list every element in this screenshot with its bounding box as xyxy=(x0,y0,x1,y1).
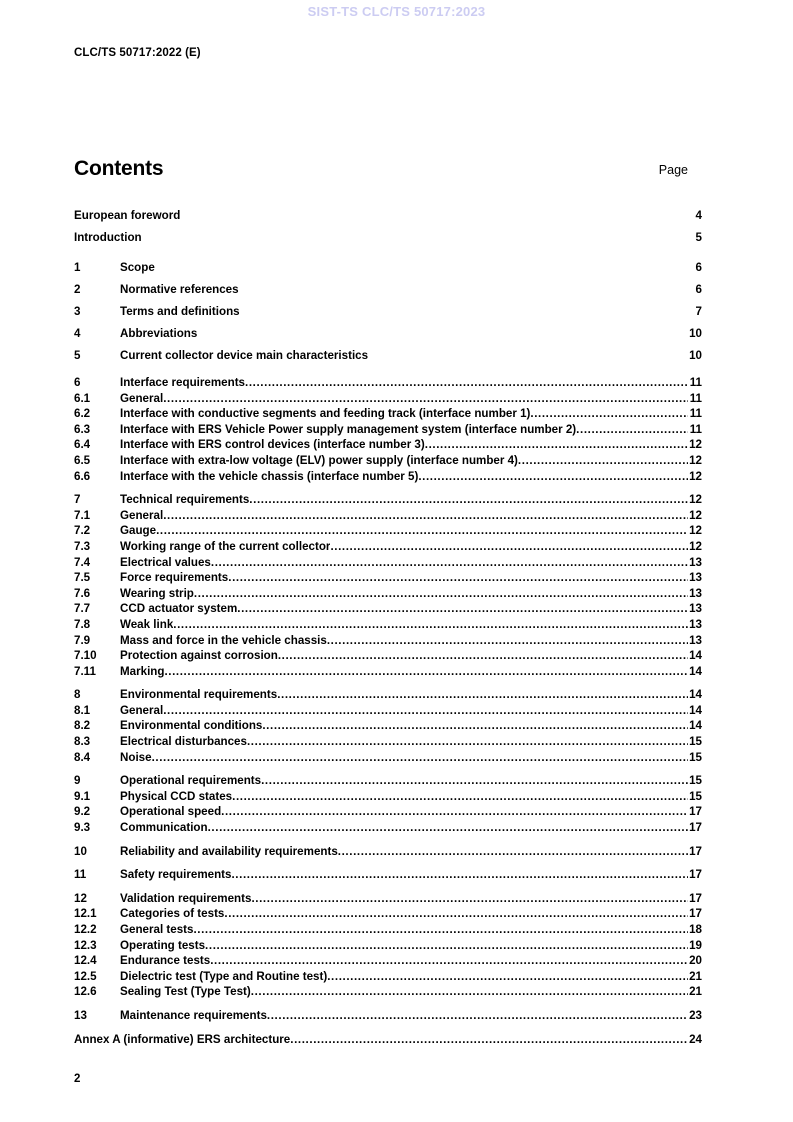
toc-entry-page-number: 20 xyxy=(689,954,702,968)
toc-leader-dots xyxy=(173,617,688,629)
toc-entry-number: 6.1 xyxy=(74,391,91,405)
toc-group xyxy=(74,1032,702,1048)
toc-entry[interactable] xyxy=(74,617,702,633)
toc-entry-page-number: 13 xyxy=(689,586,702,600)
toc-leader-dots xyxy=(152,750,688,762)
toc-entry-number: 7.7 xyxy=(74,602,91,616)
toc-entry-number: 6.4 xyxy=(74,438,91,452)
toc-entry-label: Abbreviations xyxy=(120,327,198,340)
toc-leader-dots xyxy=(164,664,688,676)
contents-header-row xyxy=(74,157,702,191)
toc-entry-number: 13 xyxy=(74,1008,87,1022)
toc-entry[interactable] xyxy=(74,804,702,820)
toc-leader-dots xyxy=(338,844,688,856)
toc-entry-page-number: 15 xyxy=(689,789,702,803)
toc-entry[interactable] xyxy=(74,750,702,766)
toc-entry-label: Electrical values xyxy=(120,555,211,569)
toc-leader-dots xyxy=(211,555,688,567)
toc-entry-label: Operating tests xyxy=(120,938,206,952)
toc-leader-dots xyxy=(228,570,688,582)
toc-leader-dots xyxy=(425,437,688,449)
toc-entry-label: Annex A (informative) ERS architecture xyxy=(74,1032,291,1046)
toc-entry-number: 9.3 xyxy=(74,821,91,835)
toc-entry[interactable] xyxy=(74,508,702,524)
toc-group xyxy=(74,891,702,1000)
toc-entry-number: 2 xyxy=(74,283,81,296)
toc-entry[interactable] xyxy=(74,867,702,883)
toc-entry-number: 7.1 xyxy=(74,508,91,522)
toc-entry-number: 12 xyxy=(74,891,87,905)
toc-entry[interactable] xyxy=(74,586,702,602)
toc-entry[interactable] xyxy=(74,492,702,508)
toc-entry-label: Interface with ERS Vehicle Power supply management system (interface number 2) xyxy=(120,422,577,436)
toc-entry-label: Maintenance requirements xyxy=(120,1008,267,1022)
toc-entry-label: Wearing strip xyxy=(120,586,194,600)
toc-leader-dots xyxy=(239,281,688,293)
toc-entry[interactable] xyxy=(74,953,702,969)
toc-leader-dots xyxy=(237,601,688,613)
toc-entry[interactable] xyxy=(74,437,702,453)
toc-leader-dots xyxy=(231,867,688,879)
toc-entry-label: General xyxy=(120,391,164,405)
toc-leader-dots xyxy=(156,523,688,535)
toc-entry[interactable] xyxy=(74,601,702,617)
toc-entry-label: Endurance tests xyxy=(120,954,211,968)
toc-leader-dots xyxy=(163,508,688,520)
toc-entry-page-number: 11 xyxy=(689,422,702,436)
toc-entry-page-number: 12 xyxy=(689,524,702,538)
toc-entry-label: Operational speed xyxy=(120,805,222,819)
toc-entry-number: 12.2 xyxy=(74,923,97,936)
toc-entry-page-number: 11 xyxy=(689,407,702,421)
toc-entry[interactable] xyxy=(74,984,702,1000)
toc-leader-dots xyxy=(518,453,688,465)
toc-entry[interactable] xyxy=(74,664,702,680)
toc-entry[interactable] xyxy=(74,938,702,954)
toc-entry-page-number: 12 xyxy=(689,508,702,522)
toc-entry-page-number: 6 xyxy=(695,283,702,296)
toc-entry-page-number: 12 xyxy=(689,539,702,553)
toc-leader-dots xyxy=(194,586,688,598)
toc-leader-dots xyxy=(221,804,688,816)
toc-entry-page-number: 21 xyxy=(689,985,702,999)
toc-leader-dots xyxy=(277,687,688,699)
toc-entry-label: Current collector device main characteristics xyxy=(120,349,369,362)
toc-entry-label: Interface with conductive segments and feeding track (interface number 1) xyxy=(120,407,531,421)
toc-entry[interactable] xyxy=(74,453,702,469)
page-column-label: Page xyxy=(658,163,688,177)
toc-entry-number: 10 xyxy=(74,844,87,858)
toc-leader-dots xyxy=(327,633,688,645)
toc-entry[interactable] xyxy=(74,570,702,586)
toc-entry-label: Gauge xyxy=(120,524,157,538)
page-title: Contents xyxy=(74,157,164,180)
toc-entry[interactable] xyxy=(74,345,702,367)
toc-entry-label: Dielectric test (Type and Routine test) xyxy=(120,969,328,983)
toc-entry-page-number: 17 xyxy=(689,805,702,819)
toc-leader-dots xyxy=(278,648,688,660)
toc-entry[interactable] xyxy=(74,789,702,805)
document-header-reference: CLC/TS 50717:2022 (E) xyxy=(74,47,201,59)
toc-entry-page-number: 12 xyxy=(689,469,702,483)
toc-entry-list xyxy=(74,205,702,1047)
toc-entry-number: 7.9 xyxy=(74,633,91,647)
toc-entry[interactable] xyxy=(74,301,702,323)
toc-entry-label: Electrical disturbances xyxy=(120,735,247,749)
toc-entry[interactable] xyxy=(74,539,702,555)
toc-entry-page-number: 24 xyxy=(689,1032,702,1046)
toc-entry-number: 12.6 xyxy=(74,985,97,999)
toc-entry[interactable] xyxy=(74,391,702,407)
toc-entry-label: CCD actuator system xyxy=(120,602,238,616)
toc-entry-number: 11 xyxy=(74,868,87,882)
toc-entry-label: European foreword xyxy=(74,209,181,222)
toc-entry-label: General xyxy=(120,508,164,522)
toc-entry-page-number: 17 xyxy=(689,844,702,858)
toc-entry[interactable] xyxy=(74,703,702,719)
toc-leader-dots xyxy=(163,391,688,403)
toc-entry-page-number: 13 xyxy=(689,555,702,569)
toc-entry-label: Categories of tests xyxy=(120,907,225,921)
toc-entry-label: Interface with extra-low voltage (ELV) power supply (interface number 4) xyxy=(120,453,518,467)
toc-entry-page-number: 13 xyxy=(689,633,702,647)
toc-entry-label: Protection against corrosion xyxy=(120,649,278,663)
toc-leader-dots xyxy=(197,325,688,337)
toc-entry-label: Operational requirements xyxy=(120,774,262,788)
toc-leader-dots xyxy=(418,469,688,481)
toc-entry-number: 3 xyxy=(74,305,81,318)
toc-entry-number: 7.8 xyxy=(74,617,91,631)
toc-leader-dots xyxy=(249,492,688,504)
toc-entry-page-number: 13 xyxy=(689,571,702,585)
toc-entry-page-number: 5 xyxy=(695,231,702,244)
toc-leader-dots xyxy=(576,422,688,434)
toc-entry-number: 9.2 xyxy=(74,805,91,819)
toc-entry-page-number: 13 xyxy=(689,602,702,616)
toc-entry-label: Safety requirements xyxy=(120,868,232,882)
toc-entry[interactable] xyxy=(74,422,702,438)
toc-entry[interactable] xyxy=(74,279,702,301)
toc-entry-label: Interface with the vehicle chassis (interface number 5) xyxy=(120,469,419,483)
toc-entry-page-number: 18 xyxy=(689,923,702,936)
toc-entry-label: Mass and force in the vehicle chassis xyxy=(120,633,327,647)
toc-entry-label: Environmental requirements xyxy=(120,688,278,702)
toc-leader-dots xyxy=(205,938,688,950)
toc-entry-page-number: 12 xyxy=(689,453,702,467)
toc-entry-label: Sealing Test (Type Test) xyxy=(120,985,251,999)
toc-entry[interactable] xyxy=(74,1032,702,1048)
toc-entry-label: Physical CCD states xyxy=(120,789,233,803)
toc-entry[interactable] xyxy=(74,906,702,922)
toc-group xyxy=(74,257,702,367)
toc-entry-label: Environmental conditions xyxy=(120,719,263,733)
toc-entry-number: 12.4 xyxy=(74,954,97,968)
toc-entry-number: 8.2 xyxy=(74,719,91,733)
toc-entry-number: 7.4 xyxy=(74,555,91,569)
watermark-standard-designation: SIST-TS CLC/TS 50717:2023 xyxy=(307,4,486,19)
toc-entry-number: 7.5 xyxy=(74,571,91,585)
toc-entry[interactable] xyxy=(74,469,702,485)
toc-entry-page-number: 6 xyxy=(695,261,702,274)
toc-entry[interactable] xyxy=(74,406,702,422)
toc-leader-dots xyxy=(251,891,688,903)
toc-entry-page-number: 12 xyxy=(689,493,702,507)
toc-entry[interactable] xyxy=(74,205,702,227)
toc-entry-page-number: 14 xyxy=(689,688,702,702)
table-of-contents xyxy=(74,157,702,1047)
toc-entry-number: 8 xyxy=(74,688,81,702)
toc-entry-page-number: 14 xyxy=(689,664,702,678)
toc-leader-dots xyxy=(245,375,688,387)
toc-entry-page-number: 17 xyxy=(689,907,702,921)
toc-leader-dots xyxy=(290,1032,688,1044)
toc-entry[interactable] xyxy=(74,718,702,734)
toc-entry-page-number: 14 xyxy=(689,649,702,663)
toc-entry-label: Scope xyxy=(120,261,155,274)
toc-entry[interactable] xyxy=(74,734,702,750)
toc-entry-number: 5 xyxy=(74,349,81,362)
toc-entry[interactable] xyxy=(74,323,702,345)
toc-leader-dots xyxy=(208,820,688,832)
toc-leader-dots xyxy=(210,953,688,965)
toc-group xyxy=(74,773,702,835)
toc-entry[interactable] xyxy=(74,773,702,789)
toc-entry-label: Normative references xyxy=(120,283,239,296)
toc-leader-dots xyxy=(224,906,688,918)
toc-entry-label: Technical requirements xyxy=(120,493,250,507)
toc-entry-page-number: 11 xyxy=(689,376,702,389)
toc-entry[interactable] xyxy=(74,891,702,907)
toc-leader-dots xyxy=(530,406,688,418)
toc-entry-page-number: 23 xyxy=(689,1008,702,1022)
toc-entry-page-number: 14 xyxy=(689,703,702,717)
toc-entry[interactable] xyxy=(74,227,702,249)
toc-entry-label: Communication xyxy=(120,821,208,835)
toc-entry-number: 7.2 xyxy=(74,524,91,538)
toc-leader-dots xyxy=(262,718,688,730)
toc-entry-number: 1 xyxy=(74,261,81,274)
toc-entry-label: Weak link xyxy=(120,617,174,631)
toc-entry-number: 6 xyxy=(74,376,81,389)
toc-entry-page-number: 10 xyxy=(689,349,702,362)
toc-leader-dots xyxy=(327,969,688,981)
toc-leader-dots xyxy=(247,734,688,746)
toc-leader-dots xyxy=(251,984,688,996)
toc-entry-page-number: 19 xyxy=(689,938,702,952)
toc-entry[interactable] xyxy=(74,648,702,664)
toc-entry-number: 6.5 xyxy=(74,453,91,467)
toc-entry-label: Terms and definitions xyxy=(120,305,240,318)
toc-entry-page-number: 17 xyxy=(689,868,702,882)
toc-entry-page-number: 15 xyxy=(689,750,702,764)
toc-entry-label: Working range of the current collector xyxy=(120,539,331,553)
toc-entry[interactable] xyxy=(74,633,702,649)
toc-entry-page-number: 17 xyxy=(689,891,702,905)
toc-entry[interactable] xyxy=(74,257,702,279)
toc-entry-number: 4 xyxy=(74,327,81,340)
toc-leader-dots xyxy=(193,922,688,934)
toc-entry-page-number: 4 xyxy=(695,209,702,222)
toc-entry-page-number: 11 xyxy=(689,391,702,405)
toc-entry-number: 8.1 xyxy=(74,703,91,717)
toc-leader-dots xyxy=(142,229,688,241)
toc-entry[interactable] xyxy=(74,969,702,985)
toc-leader-dots xyxy=(240,303,688,315)
toc-entry-label: Interface with ERS control devices (interface number 3) xyxy=(120,438,425,452)
toc-group xyxy=(74,867,702,883)
toc-entry[interactable] xyxy=(74,844,702,860)
toc-entry[interactable] xyxy=(74,820,702,836)
toc-entry-page-number: 12 xyxy=(689,438,702,452)
toc-entry-number: 7.6 xyxy=(74,586,91,600)
toc-entry[interactable] xyxy=(74,687,702,703)
toc-entry-label: Marking xyxy=(120,664,165,678)
toc-entry-number: 9 xyxy=(74,774,81,788)
toc-entry-label: General xyxy=(120,703,164,717)
toc-entry-label: Introduction xyxy=(74,231,142,244)
toc-entry-number: 7.11 xyxy=(74,664,96,678)
toc-entry-page-number: 13 xyxy=(689,617,702,631)
toc-leader-dots xyxy=(267,1008,688,1020)
toc-entry-number: 12.5 xyxy=(74,969,97,983)
toc-entry-page-number: 14 xyxy=(689,719,702,733)
toc-entry[interactable] xyxy=(74,523,702,539)
toc-leader-dots xyxy=(368,347,688,359)
toc-group xyxy=(74,205,702,249)
toc-entry-number: 8.4 xyxy=(74,750,91,764)
toc-entry[interactable] xyxy=(74,1008,702,1024)
toc-leader-dots xyxy=(232,789,688,801)
toc-entry-number: 7 xyxy=(74,493,81,507)
toc-entry[interactable] xyxy=(74,555,702,571)
toc-entry-page-number: 15 xyxy=(689,735,702,749)
toc-entry-number: 9.1 xyxy=(74,789,91,803)
toc-entry-number: 6.2 xyxy=(74,407,91,421)
toc-leader-dots xyxy=(261,773,688,785)
toc-group xyxy=(74,375,702,484)
toc-leader-dots xyxy=(155,259,688,271)
toc-entry-label: Interface requirements xyxy=(120,376,246,389)
toc-entry-label: Noise xyxy=(120,750,152,764)
toc-entry-label: General tests xyxy=(120,923,194,936)
footer-page-number: 2 xyxy=(74,1073,81,1085)
toc-leader-dots xyxy=(330,539,688,551)
toc-entry-number: 12.3 xyxy=(74,938,97,952)
toc-group xyxy=(74,844,702,860)
toc-group xyxy=(74,687,702,765)
toc-entry-label: Reliability and availability requirements xyxy=(120,844,338,858)
toc-entry-label: Validation requirements xyxy=(120,891,252,905)
toc-group xyxy=(74,492,702,679)
toc-entry-number: 7.10 xyxy=(74,649,97,663)
toc-group xyxy=(74,1008,702,1024)
toc-entry[interactable] xyxy=(74,375,702,391)
toc-leader-dots xyxy=(163,703,688,715)
toc-entry-number: 6.3 xyxy=(74,422,91,436)
toc-entry-number: 12.1 xyxy=(74,907,97,921)
toc-entry-page-number: 15 xyxy=(689,774,702,788)
toc-entry-page-number: 10 xyxy=(689,327,702,340)
toc-entry-page-number: 7 xyxy=(695,305,702,318)
toc-entry-page-number: 21 xyxy=(689,969,702,983)
toc-entry[interactable] xyxy=(74,922,702,938)
toc-entry-number: 6.6 xyxy=(74,469,91,483)
toc-entry-label: Force requirements xyxy=(120,571,229,585)
toc-leader-dots xyxy=(180,207,688,219)
toc-entry-number: 7.3 xyxy=(74,539,91,553)
toc-entry-page-number: 17 xyxy=(689,821,702,835)
toc-entry-number: 8.3 xyxy=(74,735,91,749)
